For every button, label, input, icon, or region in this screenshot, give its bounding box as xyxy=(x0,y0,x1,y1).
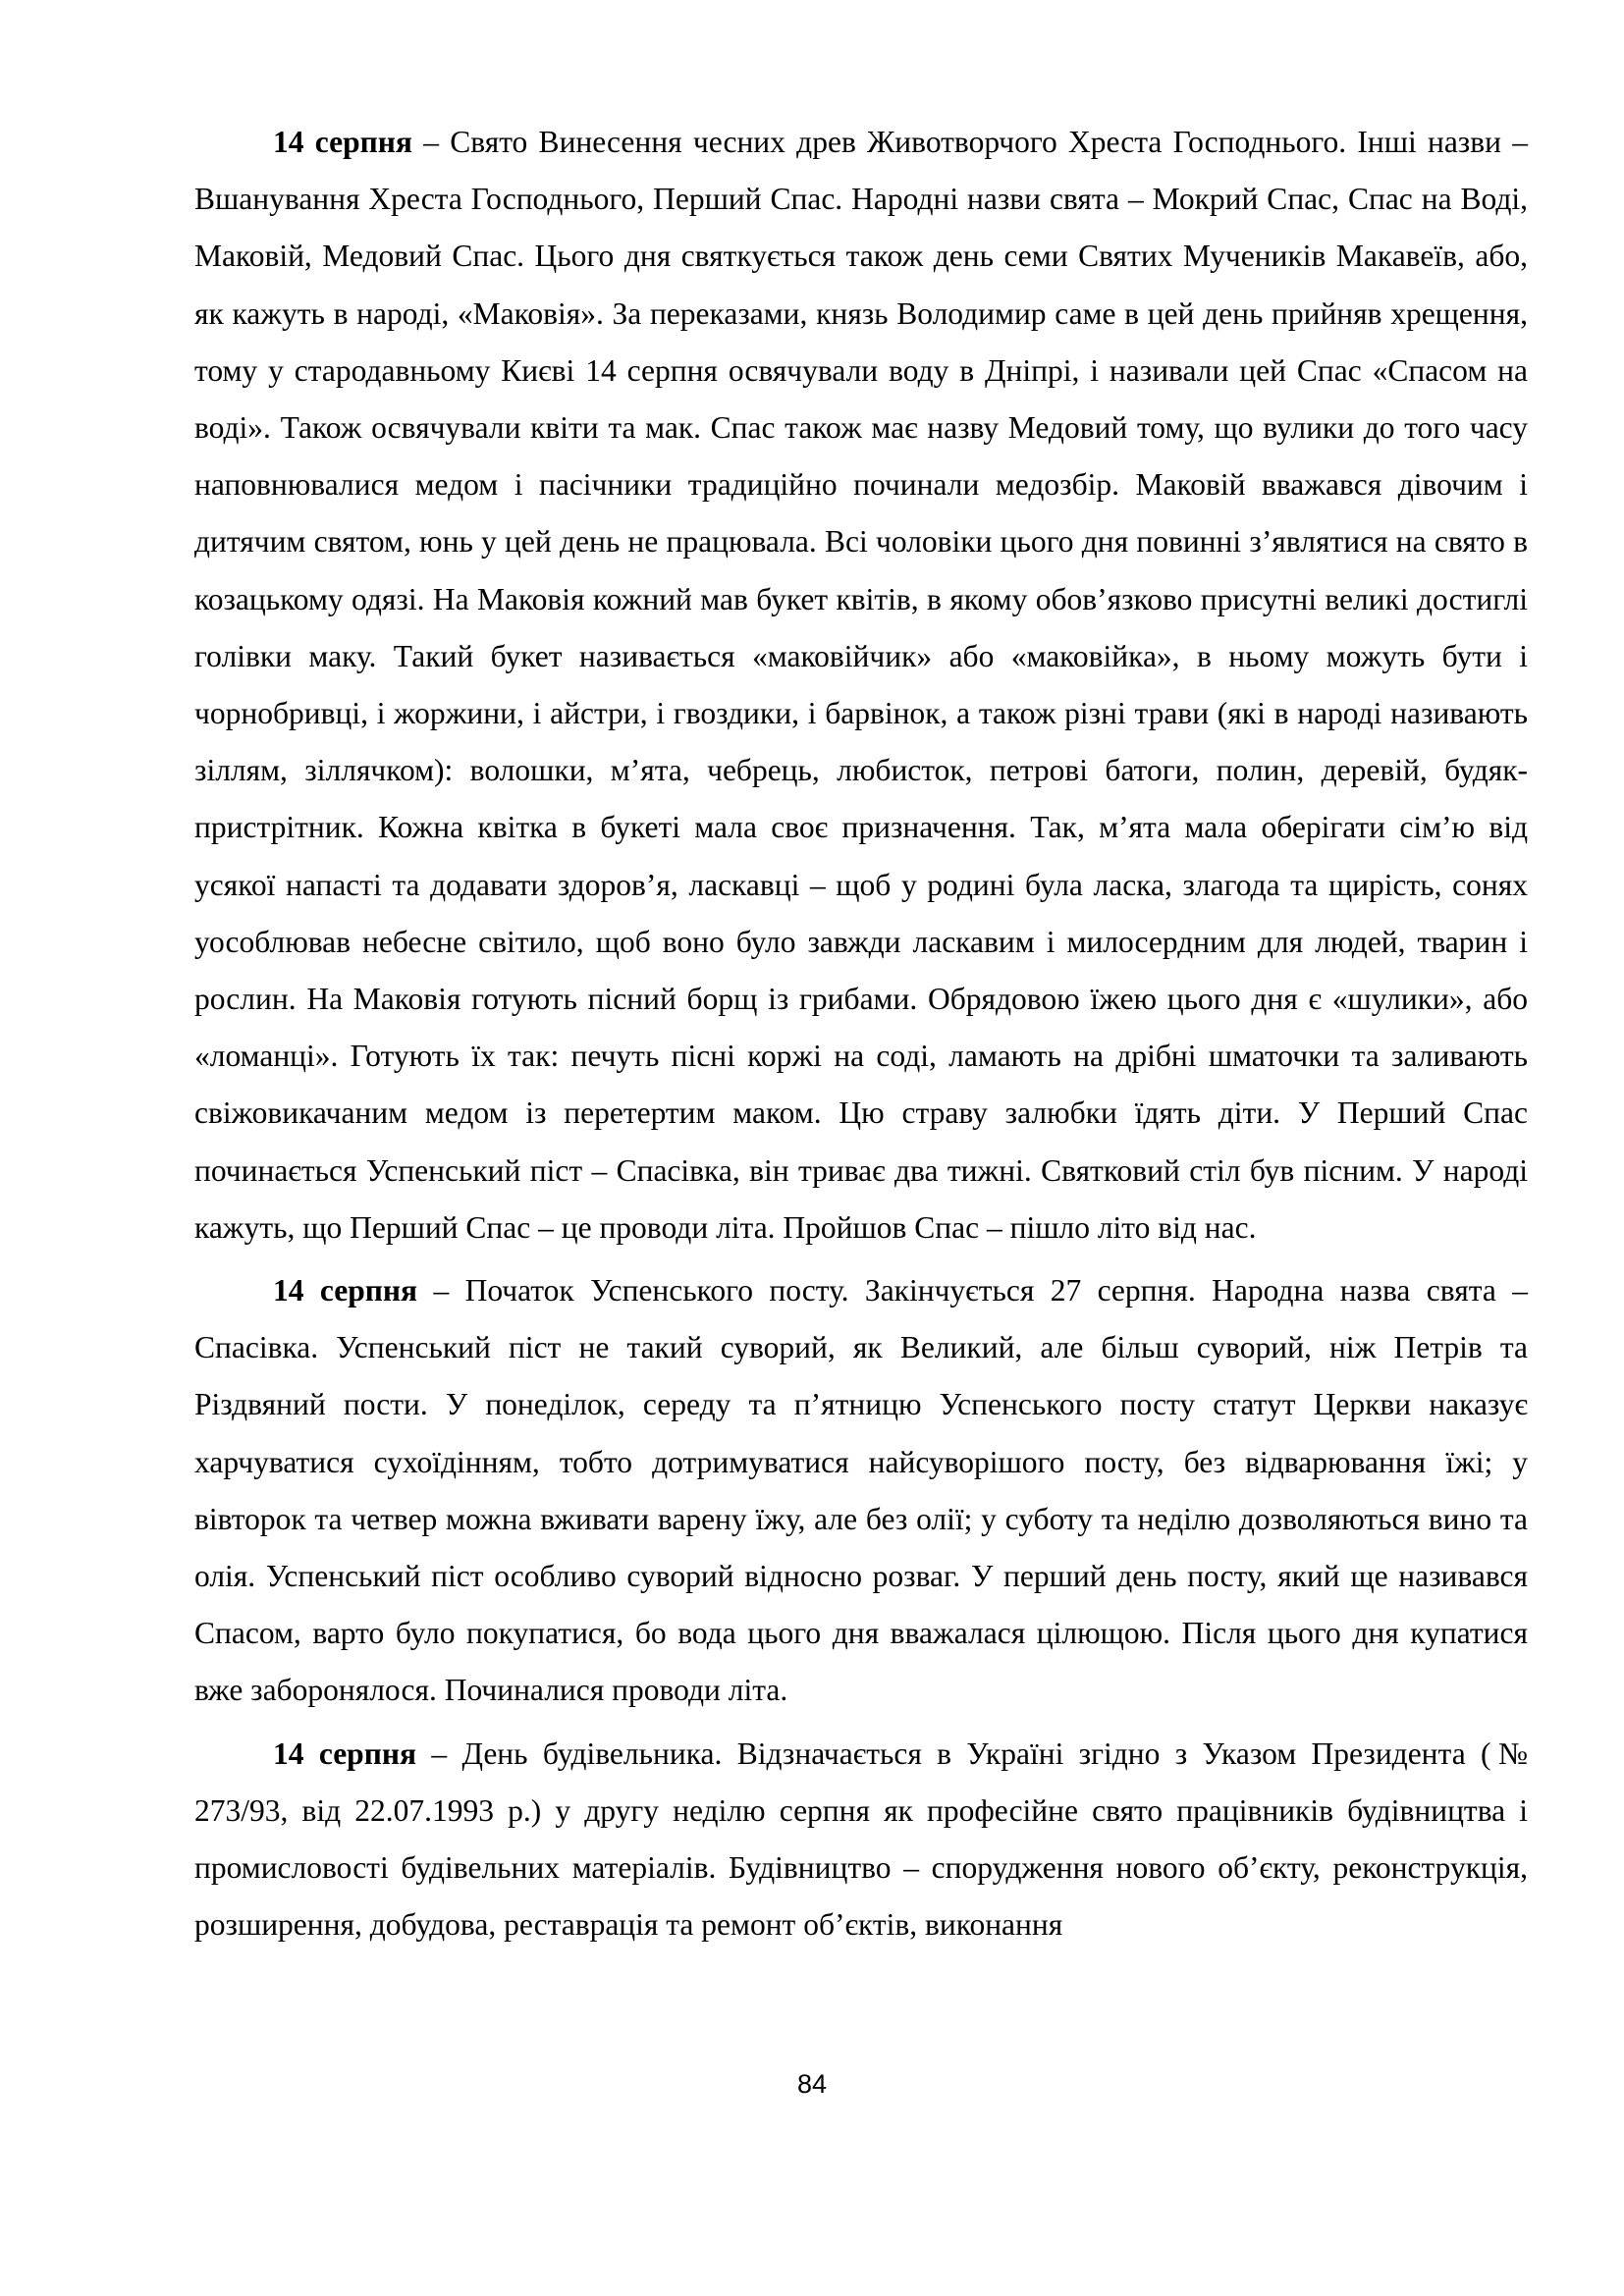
paragraph-date: 14 серпня xyxy=(273,1735,417,1771)
paragraph-text: – День будівельника. Відзначається в Україні згідно з Указом Президента (№ 273/93, від 22.07.1993 р.) у другу неділю серпня як професійне свято працівників будівництва і промисловості будівельних матеріалів. Будівництво – спорудження нового об’єкту, реконструкція, розширення, добудова, реставрація та ремонт об’єктів, виконання xyxy=(194,1735,1528,1943)
paragraph-date: 14 серпня xyxy=(273,1273,418,1308)
paragraph-holy-cross-feast xyxy=(194,114,1528,1256)
paragraph-dormition-fast xyxy=(194,1262,1528,1720)
body-text xyxy=(194,114,1528,1954)
paragraph-builders-day xyxy=(194,1726,1528,1954)
paragraph-text: – Свято Винесення чесних древ Животворчого Хреста Господнього. Інші назви – Вшанування Хреста Господнього, Перший Спас. Народні назви свята – Мокрий Спас, Спас на Воді, Маковій, Медовий Спас. Цього дня святкується також день семи Святих Мучеників Макавеїв, або, як кажуть в народі, «Маковія». За переказами, князь Володимир саме в цей день прийняв хрещення, тому у стародавньому Києві 14 серпня освячували воду в Дніпрі, і називали цей Спас «Спасом на воді». Також освячували квіти та мак. Спас також має назву Медовий тому, що вулики до того часу наповнювалися медом і пасічники традиційно починали медозбір. Маковій вважався дівочим і дитячим святом, юнь у цей день не працювала. Всі чоловіки цього дня повинні з’являтися на свято в козацькому одязі. На Маковія кожний мав букет квітів, в якому обов’язково присутні великі достиглі голівки маку. Такий букет називається «маковійчик» або «маковійка», в ньому можуть бути і чорнобривці, і жоржини, і айстри, і гвоздики, і барвінок, а також різні трави (які в народі називають зіллям, зіллячком): волошки, м’ята, чебрець, любисток, петрові батоги, полин, деревій, будяк-пристрітник. Кожна квітка в букеті мала своє призначення. Так, м’ята мала оберігати сім’ю від усякої напасті та додавати здоров’я, ласкавці – щоб у родині була ласка, злагода та щирість, сонях уособлював небесне світило, щоб воно було завжди ласкавим і милосердним для людей, тварин і рослин. На Маковія готують пісний борщ із грибами. Обрядовою їжею цього дня є «шулики», або «ломанці». Готують їх так: печуть пісні коржі на соді, ламають на дрібні шматочки та заливають свіжовикачаним медом із перетертим маком. Цю страву залюбки їдять діти. У Перший Спас починається Успенський піст – Спасівка, він триває два тижні. Святковий стіл був пісним. У народі кажуть, що Перший Спас – це проводи літа. Пройшов Спас – пішло літо від нас. xyxy=(194,125,1528,1245)
paragraph-text: – Початок Успенського посту. Закінчується 27 серпня. Народна назва свята – Спасівка. Успенський піст не такий суворий, як Великий, але більш суворий, ніж Петрів та Різдвяний пости. У понеділок, середу та п’ятницю Успенського посту статут Церкви наказує харчуватися сухоїдінням, тобто дотримуватися найсуворішого посту, без відварювання їжі; у вівторок та четвер можна вживати варену їжу, але без олії; у суботу та неділю дозволяються вино та олія. Успенський піст особливо суворий відносно розваг. У перший день посту, який ще називався Спасом, варто було покупатися, бо вода цього дня вважалася цілющою. Після цього дня купатися вже заборонялося. Починалися проводи літа. xyxy=(194,1273,1528,1708)
paragraph-date: 14 серпня xyxy=(273,125,412,159)
page-number: 84 xyxy=(796,2069,828,2099)
